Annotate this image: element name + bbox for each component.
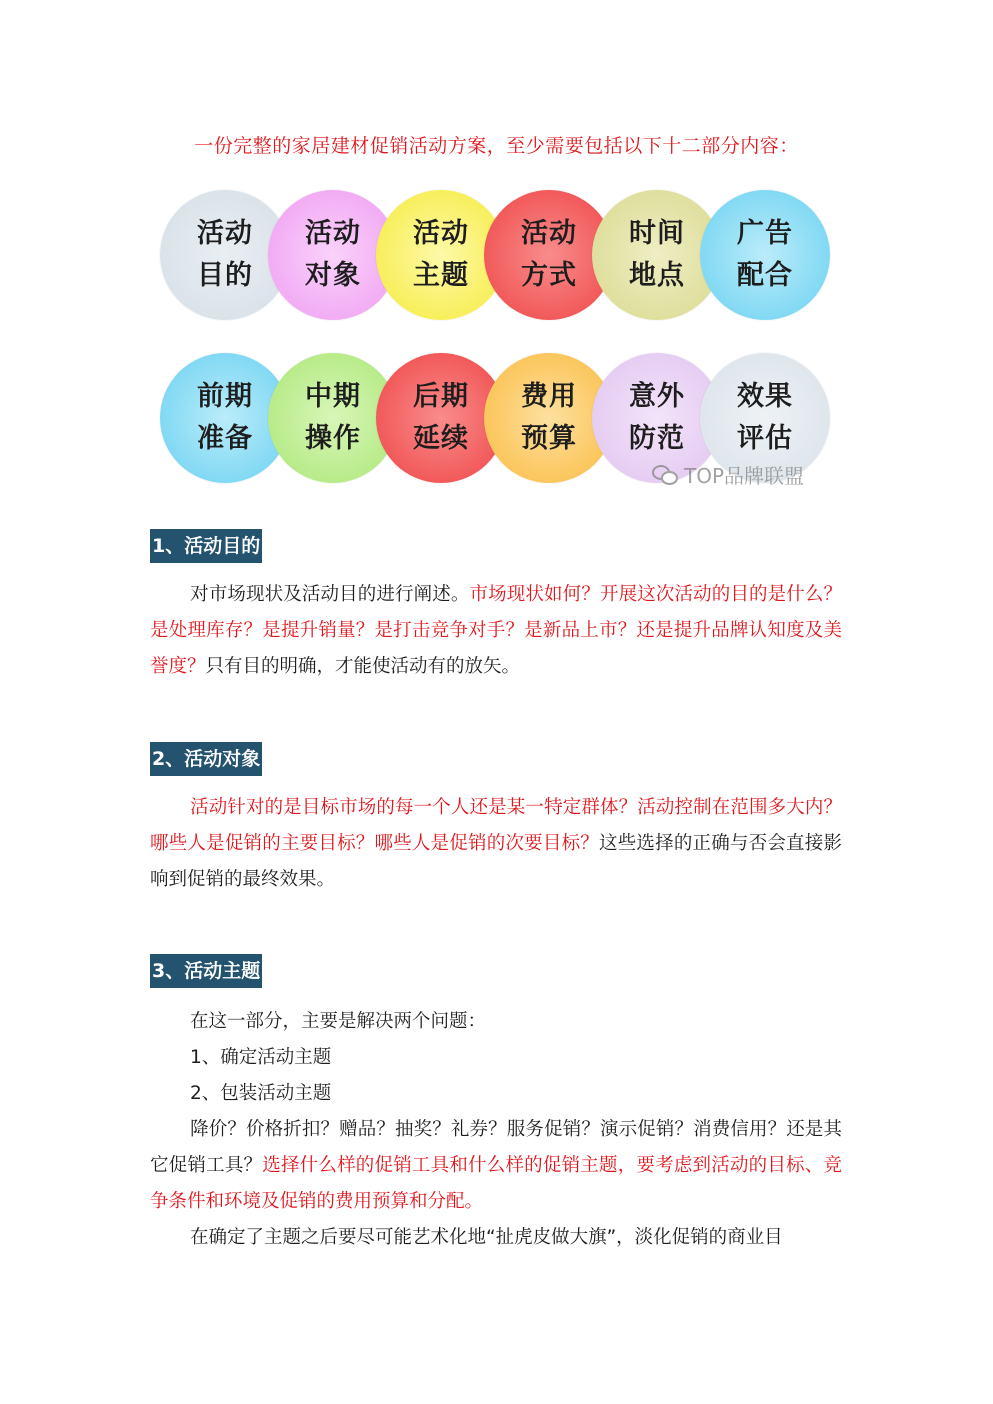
text-run-red: 市场现状如何？开展这次活动的目的是什么？是处理库存？是提升销量？是打击竞争对手？是新品上市？还是提升品牌认知度及美誉度？ bbox=[150, 584, 842, 677]
watermark-text: TOP品牌联盟 bbox=[684, 464, 805, 488]
circle-label: 对象 bbox=[305, 260, 361, 291]
section-3-item-2: 2、包装活动主题 bbox=[190, 1083, 332, 1104]
circle-label: 费用 bbox=[521, 381, 577, 412]
text-run: 降价？价格折扣？赠品？抽奖？礼券？服务促销？演示促销？消费信用？还是其它促销工具？ bbox=[150, 1119, 842, 1176]
text-run: 在确定了主题之后要尽可能艺术化地“扯虎皮做大旗”，淡化促销的商业目 bbox=[190, 1227, 783, 1248]
circle-label: 地点 bbox=[629, 260, 685, 291]
circle-label: 活动 bbox=[521, 218, 577, 249]
circle-label: 活动 bbox=[197, 218, 253, 249]
section-3-item-1: 1、确定活动主题 bbox=[190, 1047, 332, 1068]
text-run-red: 活动针对的是目标市场的每一个人还是某一特定群体？活动控制在范围多大内？哪些人是促销的主要目标？哪些人是促销的次要目标？ bbox=[150, 797, 842, 854]
section-3-paragraph-tools bbox=[150, 1112, 842, 1220]
section-heading-1: 1、活动目的 bbox=[150, 529, 262, 563]
text-run-red: 选择什么样的促销工具和什么样的促销主题，要考虑到活动的目标、竞争条件和环境及促销的费用预算和分配。 bbox=[150, 1155, 842, 1212]
section-2-paragraph bbox=[150, 790, 842, 898]
circle-label: 时间 bbox=[629, 218, 685, 249]
circle-label: 意外 bbox=[629, 381, 685, 412]
circle-label: 前期 bbox=[197, 381, 253, 412]
circle-label: 预算 bbox=[521, 423, 577, 454]
text-run: 这些选择的正确与否会直接影响到促销的最终效果。 bbox=[150, 833, 842, 890]
circle-label: 广告 bbox=[737, 218, 793, 249]
circle-label: 延续 bbox=[413, 423, 469, 454]
twelve-parts-diagram bbox=[160, 190, 840, 490]
intro-line: 一份完整的家居建材促销活动方案，至少需要包括以下十二部分内容： bbox=[194, 135, 799, 157]
watermark bbox=[652, 460, 804, 489]
circle-label: 方式 bbox=[521, 260, 577, 291]
diagram-row-1 bbox=[160, 190, 840, 320]
wechat-icon bbox=[652, 465, 678, 485]
section-3-intro: 在这一部分，主要是解决两个问题： bbox=[190, 1011, 487, 1032]
circle-label: 活动 bbox=[413, 218, 469, 249]
circle-label: 后期 bbox=[413, 381, 469, 412]
text-run: 只有目的明确，才能使活动有的放矢。 bbox=[205, 656, 521, 677]
circle-label: 活动 bbox=[305, 218, 361, 249]
circle-label: 防范 bbox=[629, 423, 685, 454]
section-heading-2: 2、活动对象 bbox=[150, 742, 262, 776]
circle-label: 配合 bbox=[737, 260, 793, 291]
section-3-paragraph-theme bbox=[150, 1220, 842, 1256]
circle-label: 中期 bbox=[305, 381, 361, 412]
circle-advertising bbox=[700, 190, 830, 320]
circle-label: 评估 bbox=[737, 423, 793, 454]
section-1-paragraph bbox=[150, 577, 842, 685]
section-heading-3: 3、活动主题 bbox=[150, 954, 262, 988]
circle-label: 主题 bbox=[413, 260, 469, 291]
circle-label: 目的 bbox=[197, 260, 253, 291]
text-run: 对市场现状及活动目的进行阐述。 bbox=[190, 584, 470, 605]
circle-label: 操作 bbox=[305, 423, 361, 454]
circle-label: 准备 bbox=[197, 423, 253, 454]
circle-label: 效果 bbox=[737, 381, 793, 412]
